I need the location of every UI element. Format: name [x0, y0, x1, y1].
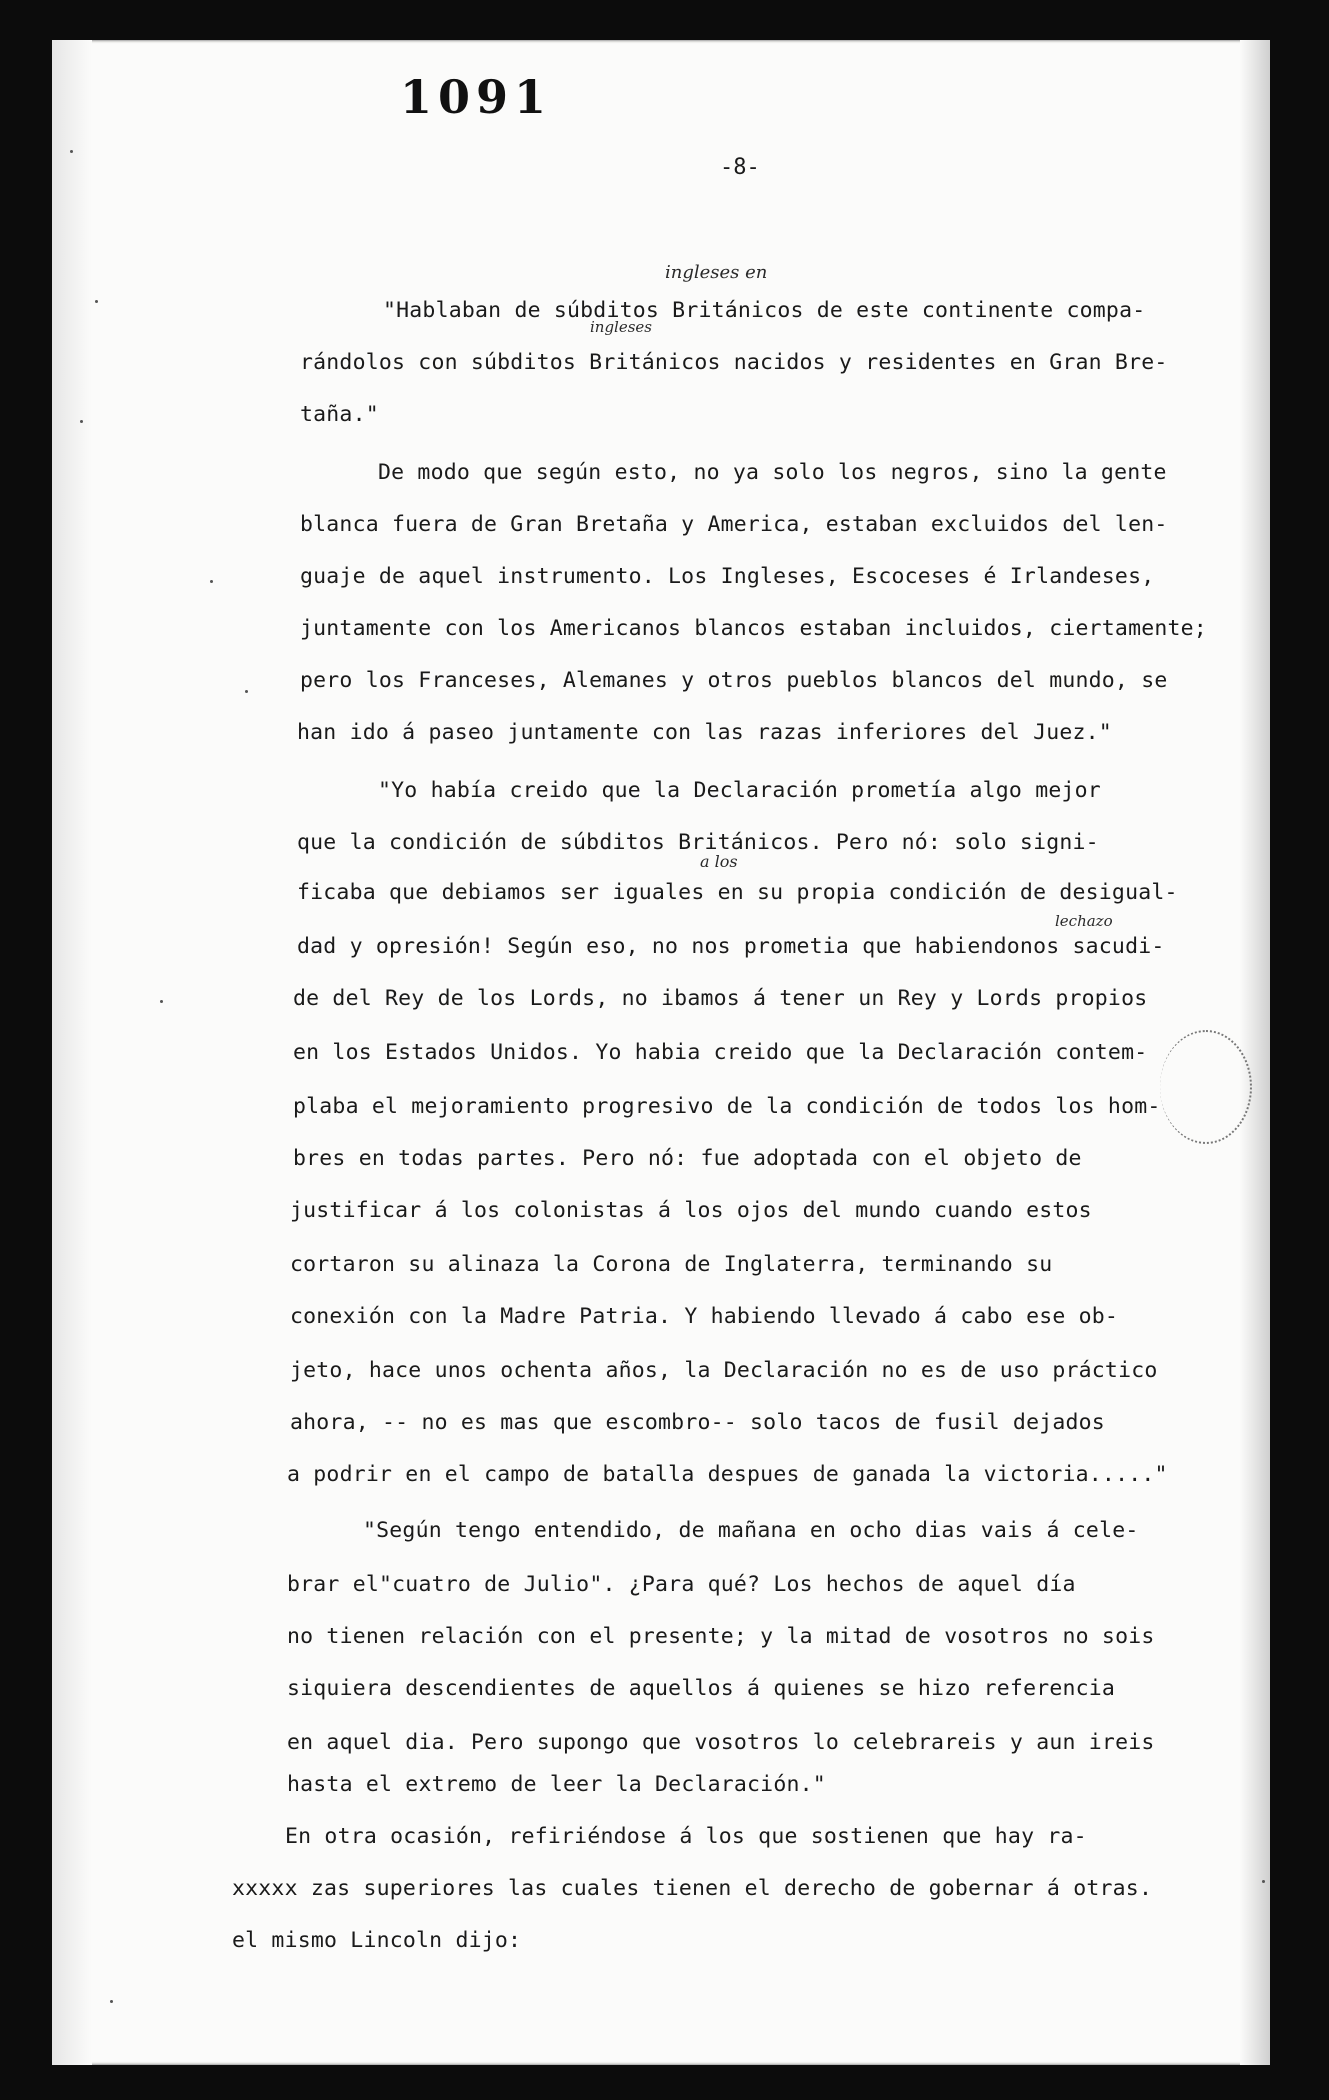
handwritten-annotation: ingleses en — [665, 262, 768, 283]
text-line: juntamente con los Americanos blancos estaban incluidos, ciertamente; — [300, 616, 1207, 641]
text-line: bres en todas partes. Pero nó: fue adoptada con el objeto de — [293, 1146, 1082, 1171]
paper-speck — [160, 1000, 163, 1003]
paper-speck — [1262, 1880, 1265, 1883]
text-line: en los Estados Unidos. Yo habia creido que la Declaración contem- — [293, 1040, 1148, 1065]
text-line: brar el"cuatro de Julio". ¿Para qué? Los hechos de aquel día — [287, 1572, 1076, 1597]
handwritten-annotation: lechazo — [1055, 912, 1113, 930]
text-line: de del Rey de los Lords, no ibamos á tener un Rey y Lords propios — [293, 986, 1148, 1011]
text-line: taña." — [300, 402, 379, 427]
text-line: ahora, -- no es mas que escombro-- solo tacos de fusil dejados — [290, 1410, 1105, 1435]
text-line: en aquel dia. Pero supongo que vosotros lo celebrareis y aun ireis — [287, 1730, 1155, 1755]
handwritten-number: 1091 — [400, 70, 553, 124]
paper-speck — [80, 420, 83, 423]
paper-speck — [210, 580, 213, 583]
text-line: "Hablaban de súbditos Británicos de este continente compa- — [383, 298, 1146, 323]
text-line: que la condición de súbditos Británicos. Pero nó: solo signi- — [297, 830, 1099, 855]
text-line: De modo que según esto, no ya solo los negros, sino la gente — [378, 460, 1167, 485]
text-line: blanca fuera de Gran Bretaña y America, estaban excluidos del len- — [300, 512, 1168, 537]
handwritten-annotation: a los — [700, 852, 738, 871]
handwritten-annotation: ingleses — [590, 318, 653, 336]
text-line: jeto, hace unos ochenta años, la Declaración no es de uso práctico — [290, 1358, 1158, 1383]
text-line: plaba el mejoramiento progresivo de la condición de todos los hom- — [293, 1094, 1161, 1119]
text-line: conexión con la Madre Patria. Y habiendo llevado á cabo ese ob- — [290, 1304, 1119, 1329]
paper-speck — [110, 2000, 113, 2003]
text-line: pero los Franceses, Alemanes y otros pueblos blancos del mundo, se — [300, 668, 1168, 693]
text-line: guaje de aquel instrumento. Los Ingleses, Escoceses é Irlandeses, — [300, 564, 1155, 589]
text-line: xxxxx zas superiores las cuales tienen el derecho de gobernar á otras. — [232, 1876, 1153, 1901]
text-line: siquiera descendientes de aquellos á quienes se hizo referencia — [287, 1676, 1116, 1701]
text-line: "Yo había creido que la Declaración prometía algo mejor — [378, 778, 1101, 803]
paper-speck — [70, 150, 73, 153]
page-left-edge — [52, 40, 92, 2065]
paper-speck — [245, 690, 248, 693]
page-right-edge — [1240, 40, 1270, 2065]
text-line: En otra ocasión, refiriéndose á los que sostienen que hay ra- — [285, 1824, 1087, 1849]
paper-speck — [95, 300, 98, 303]
text-line: justificar á los colonistas á los ojos del mundo cuando estos — [290, 1198, 1092, 1223]
text-line: dad y opresión! Según eso, no nos prometia que habiendonos sacudi- — [297, 934, 1165, 959]
text-line: hasta el extremo de leer la Declaración." — [287, 1772, 826, 1797]
text-line: cortaron su alinaza la Corona de Inglaterra, terminando su — [290, 1252, 1053, 1277]
page-number: -8- — [720, 155, 760, 180]
text-line: ficaba que debiamos ser iguales en su propia condición de desigual- — [297, 880, 1178, 905]
text-line: han ido á paseo juntamente con las razas inferiores del Juez." — [297, 720, 1112, 745]
text-line: el mismo Lincoln dijo: — [232, 1928, 522, 1953]
text-line: "Según tengo entendido, de mañana en ocho dias vais á cele- — [363, 1518, 1139, 1543]
text-line: a podrir en el campo de batalla despues de ganada la victoria....." — [287, 1462, 1168, 1487]
text-line: no tienen relación con el presente; y la mitad de vosotros no sois — [287, 1624, 1155, 1649]
text-line: rándolos con súbditos Británicos nacidos y residentes en Gran Bre- — [300, 350, 1168, 375]
edge-stamp — [1160, 1030, 1252, 1144]
